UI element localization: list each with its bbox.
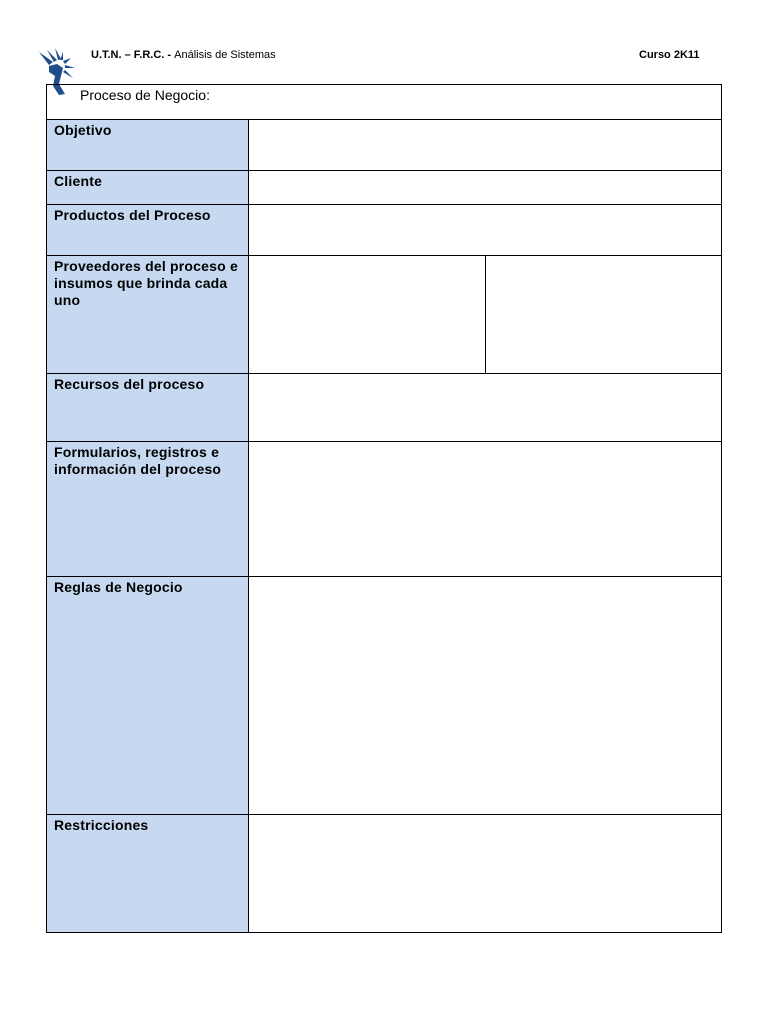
row-recursos [47,374,721,442]
row-proveedores [47,256,721,374]
label-objetivo: Objetivo [47,120,249,170]
header-institution [91,49,276,61]
value-formularios[interactable] [249,442,721,576]
label-restricciones: Restricciones [47,815,249,932]
label-formularios: Formularios, registros e información del proceso [47,442,249,576]
form-title-row [47,85,721,120]
value-recursos[interactable] [249,374,721,441]
header-subject-text: Análisis de Sistemas [174,49,276,61]
label-productos: Productos del Proceso [47,205,249,255]
row-formularios [47,442,721,577]
value-proveedores-left[interactable] [249,256,485,373]
value-reglas[interactable] [249,577,721,814]
process-form-table [46,84,722,933]
value-restricciones[interactable] [249,815,721,932]
label-reglas: Reglas de Negocio [47,577,249,814]
label-cliente: Cliente [47,171,249,204]
label-proveedores: Proveedores del proceso e insumos que brinda cada uno [47,256,249,373]
header-institution-text: U.T.N. – F.R.C. - [91,49,172,61]
row-reglas [47,577,721,815]
value-cliente[interactable] [249,171,721,204]
row-objetivo [47,120,721,171]
label-recursos: Recursos del proceso [47,374,249,441]
row-restricciones [47,815,721,932]
value-productos[interactable] [249,205,721,255]
form-title: Proceso de Negocio: [80,87,210,103]
value-objetivo[interactable] [249,120,721,170]
value-proveedores-right[interactable] [486,256,721,373]
header-course: Curso 2K11 [639,49,700,61]
row-productos [47,205,721,256]
row-cliente [47,171,721,205]
